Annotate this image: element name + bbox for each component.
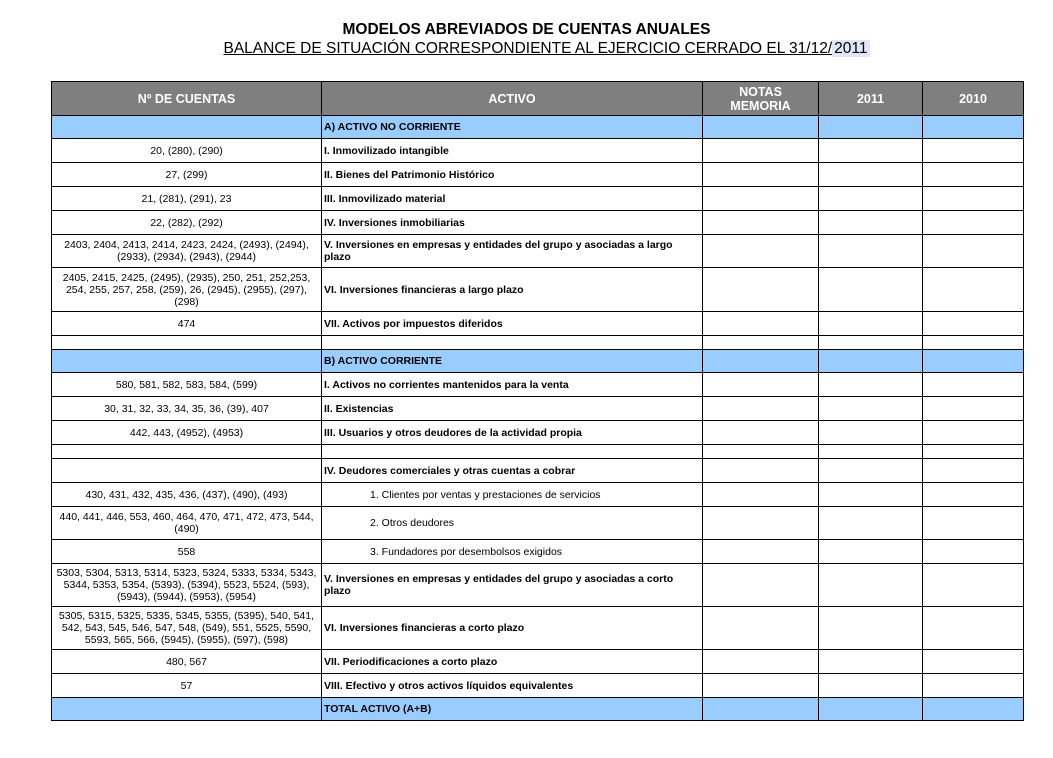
accounts-cell xyxy=(52,698,322,721)
concept-cell: I. Activos no corrientes mantenidos para la venta xyxy=(322,373,703,397)
concept-cell: B) ACTIVO CORRIENTE xyxy=(322,350,703,373)
accounts-cell: 27, (299) xyxy=(52,163,322,187)
accounts-cell xyxy=(52,336,322,350)
accounts-cell: 57 xyxy=(52,674,322,698)
concept-cell: IV. Deudores comerciales y otras cuentas a cobrar xyxy=(322,459,703,483)
concept-cell: III. Usuarios y otros deudores de la actividad propia xyxy=(322,421,703,445)
notas-input[interactable] xyxy=(703,483,819,507)
concept-cell: VI. Inversiones financieras a largo plazo xyxy=(322,268,703,312)
accounts-cell: 580, 581, 582, 583, 584, (599) xyxy=(52,373,322,397)
notas-input[interactable] xyxy=(703,607,819,650)
notas-input[interactable] xyxy=(703,139,819,163)
notas-input[interactable] xyxy=(703,187,819,211)
table-row xyxy=(52,163,1024,187)
table-row xyxy=(52,116,1024,139)
table-row xyxy=(52,268,1024,312)
notas-input[interactable] xyxy=(703,540,819,564)
accounts-cell: 20, (280), (290) xyxy=(52,139,322,163)
notas-input[interactable] xyxy=(703,445,819,459)
table-row xyxy=(52,540,1024,564)
concept-cell: II. Bienes del Patrimonio Histórico xyxy=(322,163,703,187)
table-row xyxy=(52,373,1024,397)
value-2011-input[interactable] xyxy=(819,459,923,483)
value-2011-input[interactable] xyxy=(819,607,923,650)
value-2010-input[interactable] xyxy=(923,211,1024,235)
concept-cell: IV. Inversiones inmobiliarias xyxy=(322,211,703,235)
value-2011-input[interactable] xyxy=(819,163,923,187)
concept-cell: VI. Inversiones financieras a corto plazo xyxy=(322,607,703,650)
notas-input[interactable] xyxy=(703,674,819,698)
concept-cell: VII. Periodificaciones a corto plazo xyxy=(322,650,703,674)
value-2011-input[interactable] xyxy=(819,373,923,397)
accounts-cell xyxy=(52,350,322,373)
col-header-notas: NOTAS MEMORIA xyxy=(703,82,819,116)
concept-cell: 2. Otros deudores xyxy=(322,507,703,540)
value-2010-input[interactable] xyxy=(923,459,1024,483)
value-2010-input[interactable] xyxy=(923,116,1024,139)
document-title: MODELOS ABREVIADOS DE CUENTAS ANUALES xyxy=(342,21,711,38)
accounts-cell: 474 xyxy=(52,312,322,336)
table-row xyxy=(52,483,1024,507)
table-row xyxy=(52,235,1024,268)
concept-cell: V. Inversiones en empresas y entidades del grupo y asociadas a corto plazo xyxy=(322,564,703,607)
value-2010-input[interactable] xyxy=(923,268,1024,312)
value-2011-input[interactable] xyxy=(819,350,923,373)
concept-cell: A) ACTIVO NO CORRIENTE xyxy=(322,116,703,139)
value-2010-input[interactable] xyxy=(923,163,1024,187)
table-row xyxy=(52,607,1024,650)
value-2010-input[interactable] xyxy=(923,607,1024,650)
value-2011-input[interactable] xyxy=(819,336,923,350)
value-2010-input[interactable] xyxy=(923,421,1024,445)
concept-cell: 3. Fundadores por desembolsos exigidos xyxy=(322,540,703,564)
value-2011-input[interactable] xyxy=(819,540,923,564)
table-row xyxy=(52,674,1024,698)
accounts-cell: 5303, 5304, 5313, 5314, 5323, 5324, 5333, 5334, 5343, 5344, 5353, 5354, (5393), (5394), 5523, 5524, (593), (5943), (5944), (5953), (5954) xyxy=(52,564,322,607)
table-header-row xyxy=(52,82,1024,116)
notas-input[interactable] xyxy=(703,507,819,540)
value-2010-input[interactable] xyxy=(923,139,1024,163)
subtitle-year-field[interactable]: 2011 xyxy=(834,40,868,57)
notas-input[interactable] xyxy=(703,163,819,187)
value-2011-input[interactable] xyxy=(819,674,923,698)
value-2011-input[interactable] xyxy=(819,139,923,163)
table-row xyxy=(52,421,1024,445)
concept-cell: VIII. Efectivo y otros activos líquidos equivalentes xyxy=(322,674,703,698)
accounts-cell xyxy=(52,445,322,459)
notas-input[interactable] xyxy=(703,564,819,607)
concept-cell: II. Existencias xyxy=(322,397,703,421)
notas-input[interactable] xyxy=(703,235,819,268)
value-2010-input[interactable] xyxy=(923,674,1024,698)
accounts-cell: 558 xyxy=(52,540,322,564)
table-row xyxy=(52,211,1024,235)
value-2011-input[interactable] xyxy=(819,483,923,507)
value-2011-input[interactable] xyxy=(819,650,923,674)
accounts-cell: 2405, 2415, 2425, (2495), (2935), 250, 251, 252,253, 254, 255, 257, 258, (259), 26, (2945), (2955), (297), (298) xyxy=(52,268,322,312)
table-row-spacer xyxy=(52,445,1024,459)
table-row xyxy=(52,507,1024,540)
notas-input[interactable] xyxy=(703,268,819,312)
accounts-cell: 480, 567 xyxy=(52,650,322,674)
concept-cell: 1. Clientes por ventas y prestaciones de servicios xyxy=(322,483,703,507)
value-2011-input[interactable] xyxy=(819,187,923,211)
notas-input[interactable] xyxy=(703,397,819,421)
balance-table xyxy=(51,81,1024,721)
accounts-cell: 440, 441, 446, 553, 460, 464, 470, 471, 472, 473, 544, (490) xyxy=(52,507,322,540)
value-2010-input[interactable] xyxy=(923,540,1024,564)
notas-input[interactable] xyxy=(703,373,819,397)
accounts-cell: 30, 31, 32, 33, 34, 35, 36, (39), 407 xyxy=(52,397,322,421)
value-2011-input[interactable] xyxy=(819,312,923,336)
concept-cell: III. Inmovilizado material xyxy=(322,187,703,211)
value-2011-input[interactable] xyxy=(819,698,923,721)
value-2010-input[interactable] xyxy=(923,698,1024,721)
concept-cell: V. Inversiones en empresas y entidades del grupo y asociadas a largo plazo xyxy=(322,235,703,268)
value-2010-input[interactable] xyxy=(923,507,1024,540)
accounts-cell: 5305, 5315, 5325, 5335, 5345, 5355, (5395), 540, 541, 542, 543, 545, 546, 547, 548, (549), 551, 5525, 5590, 5593, 565, 566, (5945), (5955), (597), (598) xyxy=(52,607,322,650)
col-header-activo: ACTIVO xyxy=(322,82,703,116)
notas-input[interactable] xyxy=(703,211,819,235)
table-row xyxy=(52,187,1024,211)
notas-input[interactable] xyxy=(703,116,819,139)
col-header-2011: 2011 xyxy=(819,82,923,116)
notas-input[interactable] xyxy=(703,698,819,721)
col-header-2010: 2010 xyxy=(923,82,1024,116)
table-row xyxy=(52,139,1024,163)
notas-input[interactable] xyxy=(703,650,819,674)
accounts-cell xyxy=(52,459,322,483)
table-row xyxy=(52,312,1024,336)
value-2011-input[interactable] xyxy=(819,235,923,268)
accounts-cell: 21, (281), (291), 23 xyxy=(52,187,322,211)
accounts-cell: 22, (282), (292) xyxy=(52,211,322,235)
document-subtitle xyxy=(0,40,1053,58)
table-row xyxy=(52,564,1024,607)
table-row-total xyxy=(52,698,1024,721)
table-row-spacer xyxy=(52,336,1024,350)
value-2010-input[interactable] xyxy=(923,312,1024,336)
value-2010-input[interactable] xyxy=(923,350,1024,373)
table-row xyxy=(52,650,1024,674)
value-2011-input[interactable] xyxy=(819,564,923,607)
notas-input[interactable] xyxy=(703,350,819,373)
concept-cell: VII. Activos por impuestos diferidos xyxy=(322,312,703,336)
notas-input[interactable] xyxy=(703,336,819,350)
accounts-cell xyxy=(52,116,322,139)
table-row xyxy=(52,350,1024,373)
value-2011-input[interactable] xyxy=(819,211,923,235)
table-row xyxy=(52,459,1024,483)
value-2010-input[interactable] xyxy=(923,650,1024,674)
value-2011-input[interactable] xyxy=(819,116,923,139)
value-2011-input[interactable] xyxy=(819,445,923,459)
concept-cell xyxy=(322,445,703,459)
value-2011-input[interactable] xyxy=(819,421,923,445)
value-2010-input[interactable] xyxy=(923,235,1024,268)
value-2010-input[interactable] xyxy=(923,483,1024,507)
notas-input[interactable] xyxy=(703,421,819,445)
value-2011-input[interactable] xyxy=(819,397,923,421)
table-row xyxy=(52,397,1024,421)
accounts-cell: 2403, 2404, 2413, 2414, 2423, 2424, (2493), (2494), (2933), (2934), (2943), (2944) xyxy=(52,235,322,268)
concept-cell: TOTAL ACTIVO (A+B) xyxy=(322,698,703,721)
concept-cell: I. Inmovilizado intangible xyxy=(322,139,703,163)
value-2010-input[interactable] xyxy=(923,564,1024,607)
value-2010-input[interactable] xyxy=(923,187,1024,211)
value-2010-input[interactable] xyxy=(923,373,1024,397)
accounts-cell: 442, 443, (4952), (4953) xyxy=(52,421,322,445)
subtitle-text: BALANCE DE SITUACIÓN CORRESPONDIENTE AL EJERCICIO CERRADO EL 31/12/ xyxy=(223,40,833,57)
value-2011-input[interactable] xyxy=(819,268,923,312)
accounts-cell: 430, 431, 432, 435, 436, (437), (490), (493) xyxy=(52,483,322,507)
value-2011-input[interactable] xyxy=(819,507,923,540)
col-header-accounts: Nº DE CUENTAS xyxy=(52,82,322,116)
notas-input[interactable] xyxy=(703,459,819,483)
value-2010-input[interactable] xyxy=(923,397,1024,421)
notas-input[interactable] xyxy=(703,312,819,336)
value-2010-input[interactable] xyxy=(923,336,1024,350)
value-2010-input[interactable] xyxy=(923,445,1024,459)
concept-cell xyxy=(322,336,703,350)
